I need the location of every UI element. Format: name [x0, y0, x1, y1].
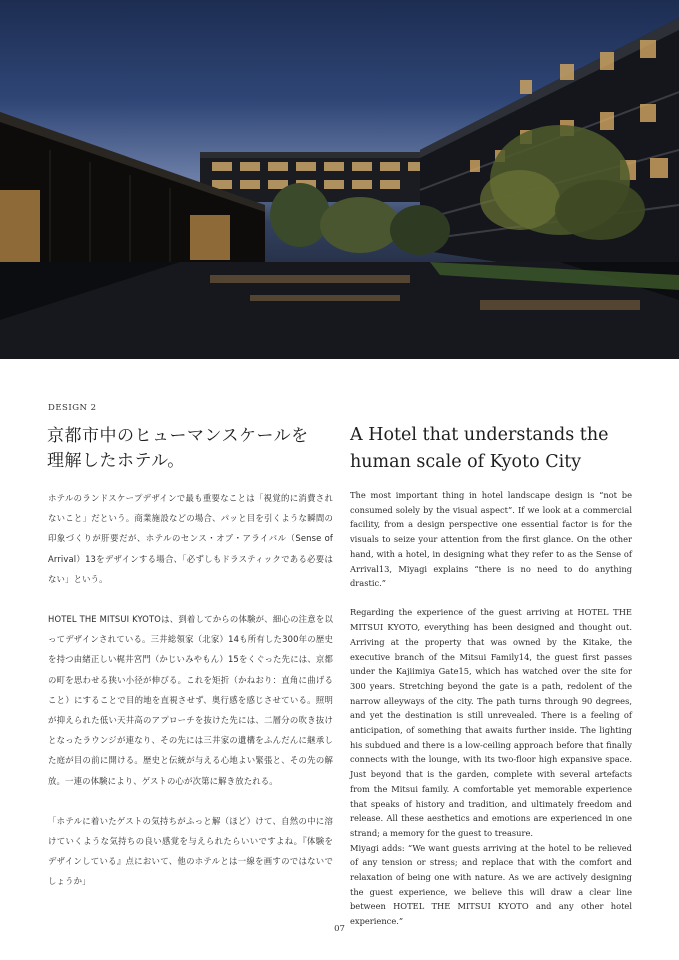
english-paragraph: Regarding the experience of the guest arriving at HOTEL THE MITSUI KYOTO, everything has been designed and thought out. Arriving at the property that was owned by the Kitake, the executive branch of the Mitsui Family14, the guest first passes under the Kajiimiya Gate15, which has watched over the site for 300 years. Stretching beyond the gate is a path, redolent of the narrow alleyways of the city. The path turns through 90 degrees, and yet the destination is still unrevealed. There is a feeling of anticipation, of something that awaits further inside. The lighting his subdued and there is a low-ceiling approach before that finally connects with the lounge, with its two-floor high expansive space. Just beyond that is the garden, complete with several artefacts from the Mitsui family. A comfortable yet memorable experience that speaks of history and tradition, and ultimately freedom and release. All these aesthetics and emotions are experienced in one strand; a memory for the guest to treasure. [350, 607, 632, 838]
japanese-paragraph: ホテルのランドスケープデザインで最も重要なことは「視覚的に消費されないこと」だという。商業施設などの場合、パッと目を引くような瞬間の印象づくりが肝要だが、ホテルのセンス・オブ・アライバル（Sense of Arrival）13をデザインする場合、「必ずしもドラスティックである必要はない」という。 [48, 493, 333, 584]
japanese-body [48, 488, 333, 912]
section-label: DESIGN 2 [48, 403, 97, 413]
japanese-paragraph: 「ホテルに着いたゲストの気持ちがふっと解（ほど）けて、自然の中に溶けていくような気持ちの良い感覚を与えられたらいいですよね。『体験をデザインしている』点において、他のホテルとは一線を画すのではないでしょうか」 [48, 815, 333, 887]
japanese-heading [47, 424, 337, 474]
english-heading [350, 422, 650, 476]
hero-photo [0, 0, 679, 359]
japanese-paragraph: HOTEL THE MITSUI KYOTOは、到着してからの体験が、細心の注意を以ってデザインされている。三井総領家（北家）14も所有した300年の歴史を持つ由緒正しい梶井宮門（かじいみやもん）15をくぐった先には、京都の町を思わせる狭い小径が伸びる。これを矩折（かねおり：直角に曲げること）にすることで目的地を直視させず、奥行感を感じさせている。照明が抑えられた低い天井高のアプローチを抜けた先には、二層分の吹き抜けとなったラウンジが連なり、その先には三井家の遺構をふんだんに継承した庭が目の前に開ける。歴史と伝統が与える心地よい緊張と、その先の解放。一連の体験により、ゲストの心が次第に解き放たれる。 [48, 614, 333, 786]
japanese-heading-line-1: 京都市中のヒューマンスケールを [47, 426, 309, 446]
page-number: 07 [334, 924, 345, 934]
english-body [350, 488, 632, 943]
english-paragraph: The most important thing in hotel landscape design is “not be consumed solely by the visual aspect”. If we look at a commercial facility, from a design perspective one essential factor is for the visuals to seize your attention from the first glance. On the other hand, with a hotel, in designing what they refer to as the Sense of Arrival13, Miyagi explains “there is no need to do anything drastic.” [350, 490, 632, 589]
english-paragraph: Miyagi adds: “We want guests arriving at the hotel to be relieved of any tension or stress; and replace that with the comfort and relaxation of being one with nature. As we are actively designing the guest experience, we believe this will draw a clear line between HOTEL THE MITSUI KYOTO and any other hotel experience.” [350, 842, 632, 927]
english-heading-line-1: A Hotel that understands the [350, 425, 609, 445]
hotel-courtyard-illustration [0, 0, 679, 359]
english-heading-line-2: human scale of Kyoto City [350, 452, 582, 472]
japanese-heading-line-2: 理解したホテル。 [47, 451, 185, 471]
